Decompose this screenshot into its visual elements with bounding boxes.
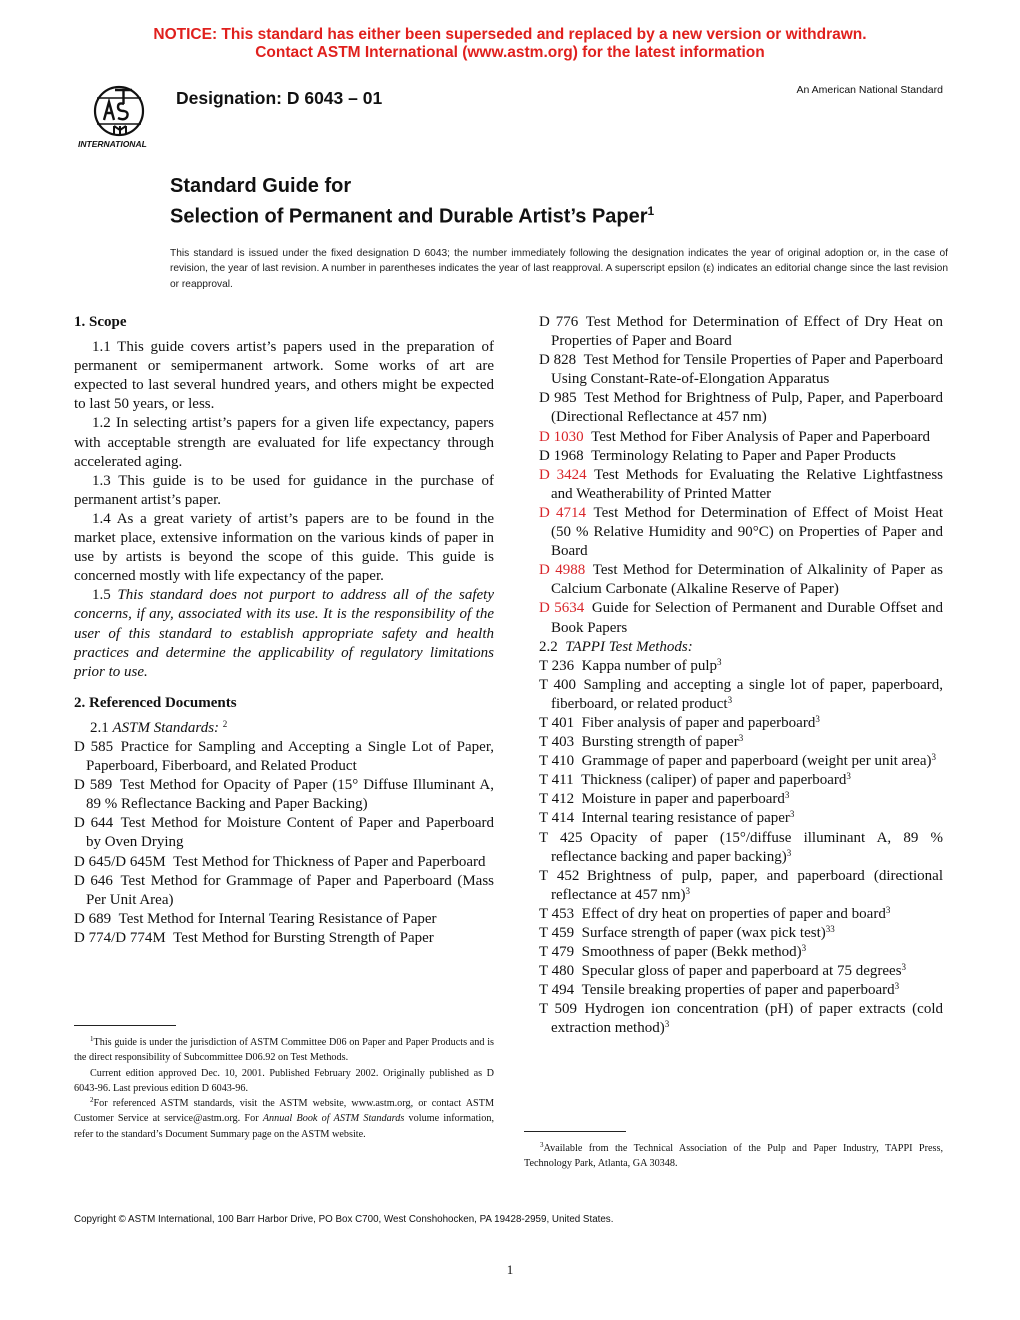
notice-line-2: Contact ASTM International (www.astm.org) for the latest information	[255, 44, 765, 61]
withdrawal-notice	[0, 26, 1020, 62]
reference-entry	[539, 351, 943, 389]
footnote-text: Available from the Technical Association of the Pulp and Paper Industry, TAPPI Press, Technology Park, Atlanta, GA 30348.	[524, 1143, 943, 1170]
footnote-mark: 3	[801, 943, 807, 954]
reference-title: Test Method for Grammage of Paper and Paperboard (Mass Per Unit Area)	[86, 872, 495, 908]
footnote-mark: 3	[885, 904, 891, 915]
footnote-mark: 3	[815, 713, 820, 724]
reference-title: Test Method for Opacity of Paper (15° Diffuse Illuminant A, 89 % Reflectance Backing and Paper Backing)	[86, 777, 494, 813]
reference-code: D 828	[539, 352, 577, 369]
reference-entry	[539, 1000, 943, 1038]
reference-entry	[539, 790, 943, 809]
tappi-reference-list	[539, 657, 943, 1039]
reference-entry	[74, 814, 494, 852]
footnote-mark: 3	[738, 733, 744, 744]
notice-line-1: NOTICE: This standard has either been superseded and replaced by a new version or withdrawn.	[153, 26, 867, 43]
reference-code-link[interactable]: D 3424	[539, 466, 587, 483]
reference-title: Opacity of paper (15°/diffuse illuminant A, 89 % reflectance backing and paper backing)	[551, 829, 943, 865]
reference-code: D 774/D 774M	[74, 929, 166, 946]
reference-title: Effect of dry heat on properties of paper and board	[581, 905, 886, 922]
reference-code: T 414	[539, 810, 575, 827]
footnote-mark: 3	[540, 1141, 544, 1149]
reference-code: T 236	[539, 657, 575, 674]
footnote-2	[74, 1096, 494, 1142]
reference-entry	[539, 771, 943, 790]
reference-title: Moisture in paper and paperboard	[581, 791, 785, 808]
scope-safety-paragraph	[74, 586, 494, 681]
reference-title: Test Method for Determination of Effect of Dry Heat on Properties of Paper and Board	[551, 314, 943, 350]
reference-entry	[539, 809, 943, 828]
scope-heading: 1. Scope	[74, 314, 127, 330]
reference-entry	[74, 776, 494, 814]
reference-code: D 585	[74, 738, 114, 755]
label-text: TAPPI Test Methods:	[565, 638, 693, 655]
reference-code: D 776	[539, 314, 579, 330]
reference-title: Test Method for Bursting Strength of Paper	[173, 929, 434, 946]
reference-title: Test Method for Fiber Analysis of Paper and Paperboard	[591, 428, 930, 445]
scope-paragraph: 1.1 This guide covers artist’s papers used in the preparation of permanent or semipermanent artwork. Some works of art are expected to last several hundred years, and others might be expected to last 50 years, or less.	[74, 339, 494, 413]
reference-code: T 425	[539, 829, 583, 846]
reference-entry	[539, 428, 943, 447]
footnote-rule	[524, 1131, 626, 1132]
reference-entry	[74, 853, 494, 872]
reference-code: T 494	[539, 982, 575, 999]
reference-entry	[539, 389, 943, 427]
left-footnotes	[74, 1035, 494, 1142]
reference-code: D 1968	[539, 447, 584, 464]
scope-paragraph: 1.4 As a great variety of artist’s papers are to be found in the market place, extensive information on the various kinds of paper in use by artists is beyond the scope of this guide. This guide is concerned mostly with life expectancy of the paper.	[74, 510, 494, 585]
reference-title: Test Method for Moisture Content of Paper and Paperboard by Oven Drying	[86, 815, 494, 851]
footnote-text: For referenced ASTM standards, visit the ASTM website, www.astm.org, or contact ASTM Customer Service at service@astm.org. For	[74, 1098, 494, 1125]
footnote-mark: 3	[894, 981, 900, 992]
paragraph-number: 1.5	[92, 587, 111, 604]
title-line-1: Standard Guide for	[170, 175, 352, 197]
reference-code: D 645/D 645M	[74, 853, 166, 870]
right-footnotes	[524, 1141, 943, 1172]
left-column	[74, 313, 494, 948]
safety-text: This standard does not purport to address all of the safety concerns, if any, associated with its use. It is the responsibility of the user of this standard to establish appropriate safety and health practices and determine the applicability of regulatory limitations prior to use.	[74, 587, 495, 680]
reference-entry	[74, 872, 494, 910]
reference-title: Test Method for Tensile Properties of Paper and Paperboard Using Constant-Rate-of-Elongation Apparatus	[551, 352, 943, 388]
footnote-mark: 3	[727, 694, 733, 705]
reference-title: Bursting strength of paper	[581, 734, 739, 751]
reference-entry	[539, 447, 943, 466]
reference-entry	[539, 981, 943, 1000]
national-standard-label: An American National Standard	[796, 84, 943, 96]
reference-title: Thickness (caliper) of paper and paperboard	[581, 772, 847, 789]
reference-code: T 412	[539, 791, 575, 808]
reference-title: Surface strength of paper (wax pick test)	[581, 925, 826, 941]
page-number: 1	[506, 1262, 514, 1277]
reference-entry	[539, 867, 943, 905]
reference-title: Practice for Sampling and Accepting a Single Lot of Paper, Paperboard, Fiberboard, and Related Product	[86, 738, 494, 775]
reference-title: Internal tearing resistance of paper	[581, 810, 790, 827]
reference-title: Test Methods for Evaluating the Relative Lightfastness and Weatherability of Printed Matter	[551, 466, 943, 502]
references-heading: 2. Referenced Documents	[74, 694, 237, 711]
reference-entry	[539, 313, 943, 351]
reference-code: T 479	[539, 944, 575, 961]
scope-paragraph: 1.2 In selecting artist’s papers for a given life expectancy, papers with acceptable strength are evaluated for life expectancy through accelerated aging.	[74, 415, 494, 470]
footnote-mark: 3	[664, 1019, 670, 1030]
reference-title: Specular gloss of paper and paperboard at 75 degrees	[581, 963, 902, 980]
reference-entry	[74, 738, 494, 776]
reference-entry	[539, 714, 943, 733]
footnote-rule	[74, 1025, 176, 1026]
footnote-1b: Current edition approved Dec. 10, 2001. Published February 2002. Originally published as D 6043-96. Last previous edition D 6043-96.	[74, 1067, 494, 1094]
astm-reference-list-continued	[539, 313, 943, 638]
footnote-text: volume information, refer to the standard’s Document Summary page on the ASTM website.	[74, 1113, 494, 1140]
reference-title: Fiber analysis of paper and paperboard	[581, 714, 816, 731]
reference-entry	[539, 657, 943, 676]
reference-entry	[539, 962, 943, 981]
reference-entry	[539, 924, 943, 943]
footnote-mark: 3	[685, 885, 691, 896]
footnote-mark: 3	[846, 771, 851, 782]
reference-title: Hydrogen ion concentration (pH) of paper extracts (cold extraction method)	[551, 1001, 943, 1037]
footnote-3	[524, 1141, 943, 1172]
reference-code-link[interactable]: D 1030	[539, 428, 584, 445]
reference-entry	[539, 466, 943, 504]
reference-entry	[539, 752, 943, 771]
tappi-methods-label	[539, 638, 943, 657]
designation: Designation: D 6043 – 01	[176, 88, 383, 108]
footnote-mark: 3	[784, 790, 790, 801]
reference-entry	[539, 943, 943, 962]
reference-title: Terminology Relating to Paper and Paper Products	[591, 447, 896, 464]
label-text: ASTM Standards:	[112, 719, 220, 736]
reference-code: D 589	[74, 777, 113, 794]
reference-title: Guide for Selection of Permanent and Durable Offset and Book Papers	[551, 600, 943, 636]
document-title	[170, 174, 654, 230]
reference-entry	[539, 599, 943, 637]
footnote-mark: 1	[90, 1035, 94, 1043]
reference-code: T 480	[539, 963, 575, 980]
reference-entry	[74, 910, 494, 929]
right-column	[539, 313, 943, 1039]
reference-title: Test Method for Brightness of Pulp, Paper, and Paperboard (Directional Reflectance at 457 nm)	[551, 390, 943, 426]
reference-title: Brightness of pulp, paper, and paperboard (directional reflectance at 457 nm)	[551, 867, 943, 903]
reference-code: D 644	[74, 815, 114, 832]
reference-title: Sampling and accepting a single lot of paper, paperboard, fiberboard, or related product	[551, 676, 943, 712]
reference-title: Test Method for Determination of Effect of Moist Heat (50 % Relative Humidity and 90°C) on Properties of Paper and Board	[551, 504, 943, 560]
copyright-line: Copyright © ASTM International, 100 Barr Harbor Drive, PO Box C700, West Conshohocken, PA 19428-2959, United States.	[74, 1214, 614, 1225]
reference-code: T 401	[539, 714, 575, 731]
reference-code: T 453	[539, 905, 575, 922]
title-text: Selection of Permanent and Durable Artist’s Paper	[170, 205, 648, 228]
scope-paragraph: 1.3 This guide is to be used for guidance in the purchase of permanent artist’s paper.	[74, 472, 494, 508]
reference-title: Smoothness of paper (Bekk method)	[581, 944, 802, 961]
title-footnote-mark: 1	[647, 204, 655, 218]
reference-code: D 689	[74, 910, 112, 927]
footnote-text: This guide is under the jurisdiction of ASTM Committee D06 on Paper and Paper Products and is the direct responsibility of Subcommittee D06.92 on Test Methods.	[74, 1037, 494, 1064]
astm-logo-mark	[74, 80, 164, 150]
footnote-mark: 3	[789, 809, 795, 820]
reference-title: Kappa number of pulp	[581, 657, 718, 674]
reference-entry	[539, 905, 943, 924]
reference-code-link[interactable]: D 4714	[539, 504, 586, 521]
reference-title: Test Method for Internal Tearing Resistance of Paper	[118, 910, 437, 927]
footnote-mark: 2	[90, 1096, 94, 1105]
footnote-mark: 3	[901, 962, 907, 973]
label-number: 2.1	[90, 719, 109, 736]
astm-reference-list	[74, 738, 494, 948]
astm-logo	[74, 80, 164, 150]
reference-code: T 452	[539, 867, 580, 884]
reference-entry	[539, 733, 943, 752]
reference-entry	[74, 929, 494, 948]
reference-code: T 410	[539, 753, 575, 770]
issue-note: This standard is issued under the fixed designation D 6043; the number immediately following the designation indicates the year of original adoption or, in the case of revision, the year of last revision. A number in parentheses indicates the year of last reapproval. A superscript epsilon (ε) indicates an editorial change since the last revision or reapproval.	[170, 248, 948, 290]
title-line-2	[170, 199, 654, 230]
reference-code: T 459	[539, 925, 575, 941]
reference-code-link[interactable]: D 5634	[539, 600, 585, 617]
footnote-mark: 33	[825, 924, 835, 934]
reference-title: Tensile breaking properties of paper and paperboard	[581, 982, 895, 999]
reference-title: Grammage of paper and paperboard (weight per unit area)	[581, 753, 932, 770]
footnote-mark: 3	[717, 656, 722, 667]
reference-code: T 411	[539, 772, 574, 789]
reference-code-link[interactable]: D 4988	[539, 562, 586, 579]
astm-standards-label	[74, 719, 494, 738]
footnote-mark: 3	[786, 847, 792, 858]
reference-entry	[539, 561, 943, 599]
reference-code: T 400	[539, 676, 576, 693]
reference-entry	[539, 504, 943, 561]
footnote-mark: 2	[222, 718, 228, 729]
reference-entry	[539, 829, 943, 867]
logo-wordmark: INTERNATIONAL	[78, 139, 147, 149]
reference-code: D 646	[74, 872, 113, 889]
footnote-mark: 3	[931, 752, 936, 763]
reference-code: D 985	[539, 390, 577, 407]
reference-title: Test Method for Determination of Alkalinity of Paper as Calcium Carbonate (Alkaline Reserve of Paper)	[551, 562, 943, 598]
reference-code: T 403	[539, 734, 575, 751]
reference-code: T 509	[539, 1001, 577, 1018]
label-number: 2.2	[539, 638, 558, 655]
footnote-italic-text: Annual Book of ASTM Standards	[262, 1113, 405, 1125]
footnote-1	[74, 1035, 494, 1066]
reference-entry	[539, 676, 943, 714]
reference-title: Test Method for Thickness of Paper and Paperboard	[173, 853, 486, 870]
